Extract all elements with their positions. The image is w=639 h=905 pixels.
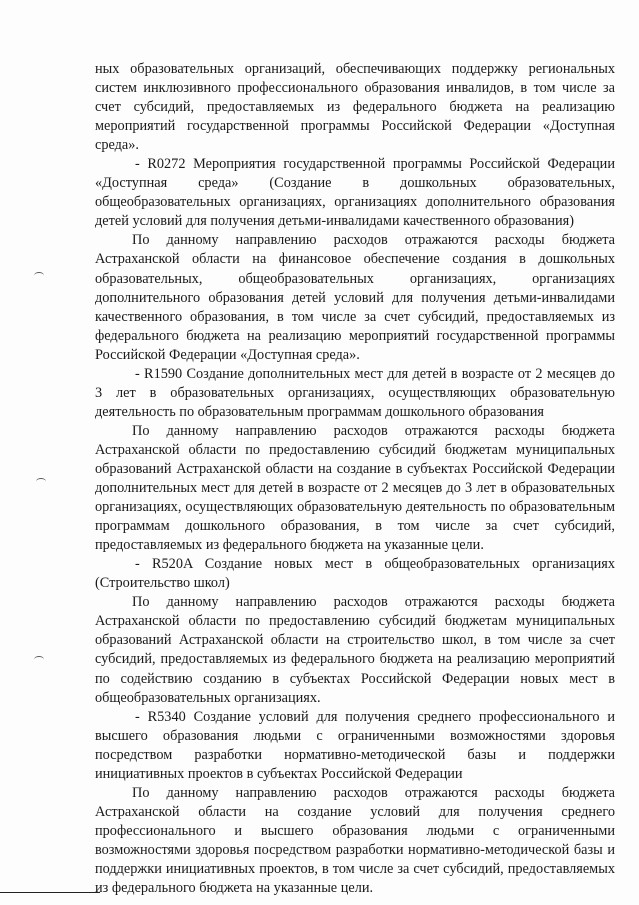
footnote-rule [0, 892, 100, 893]
item-r5340-description: По данному направлению расходов отражаются расходы бюджета Астраханской области на создание условий для получения среднего профессионального и высшего образования людьми с ограниченными возможностями здоровья посредством разработки нормативно-методической базы и поддержки инициативных проектов, в том числе за счет субсидий, предоставляемых из федерального бюджета на указанные цели. [95, 784, 615, 897]
item-r520a-description: По данному направлению расходов отражаются расходы бюджета Астраханской области по предоставлению субсидий бюджетам муниципальных образований Астраханской области на строительство школ, в том числе за счет субсидий, предоставляемых из федерального бюджета на реализацию мероприятий по содействию созданию в субъектах Российской Федерации новых мест в общеобразовательных организациях. [95, 594, 615, 706]
document-body [95, 60, 615, 898]
margin-scan-mark [36, 478, 46, 485]
paragraph-continuation: ных образовательных организаций, обеспечивающих поддержку региональных систем инклюзивного профессионального образования инвалидов, в том числе за счет субсидий, предоставляемых из федерального бюджета на реализацию мероприятий государственной программы Российской Федерации «Доступная среда». [95, 61, 615, 154]
margin-scan-mark [34, 656, 44, 663]
item-r1590-description: По данному направлению расходов отражаются расходы бюджета Астраханской области по предоставлению субсидий бюджетам муниципальных образований Астраханской области на создание в субъектах Российской Федерации дополнительных мест для детей в возрасте от 2 месяцев до 3 лет в образовательных организациях, осуществляющих образовательную деятельность по образовательным программам дошкольного образования, в том числе за счет субсидий, предоставляемых из федерального бюджета на указанные цели. [95, 422, 615, 554]
item-r520a-heading: - R520A Создание новых мест в общеобразовательных организациях (Строительство школ) [95, 556, 615, 592]
item-r1590-heading: - R1590 Создание дополнительных мест для детей в возрасте от 2 месяцев до 3 лет в образовательных организациях, осуществляющих образовательную деятельность по образовательным программам дошкольного образования [95, 365, 615, 420]
item-r0272-description: По данному направлению расходов отражаются расходы бюджета Астраханской области на финансовое обеспечение создания в дошкольных образовательных, общеобразовательных организациях, организациях дополнительного образования детей условий для получения детьми-инвалидами качественного образования, в том числе за счет субсидий, предоставляемых из федерального бюджета на реализацию мероприятий государственной программы Российской Федерации «Доступная среда». [95, 232, 615, 363]
item-r5340-heading: - R5340 Создание условий для получения среднего профессионального и высшего образования людьми с ограниченными возможностями здоровья посредством разработки нормативно-методической базы и поддержки инициативных проектов в субъектах Российской Федерации [95, 708, 615, 782]
margin-scan-mark [34, 272, 44, 279]
item-r0272-heading: - R0272 Мероприятия государственной программы Российской Федерации «Доступная среда» (Создание в дошкольных образовательных, общеобразовательных организациях, организациях дополнительного образования детей условий для получения детьми-инвалидами качественного образования) [95, 156, 615, 230]
